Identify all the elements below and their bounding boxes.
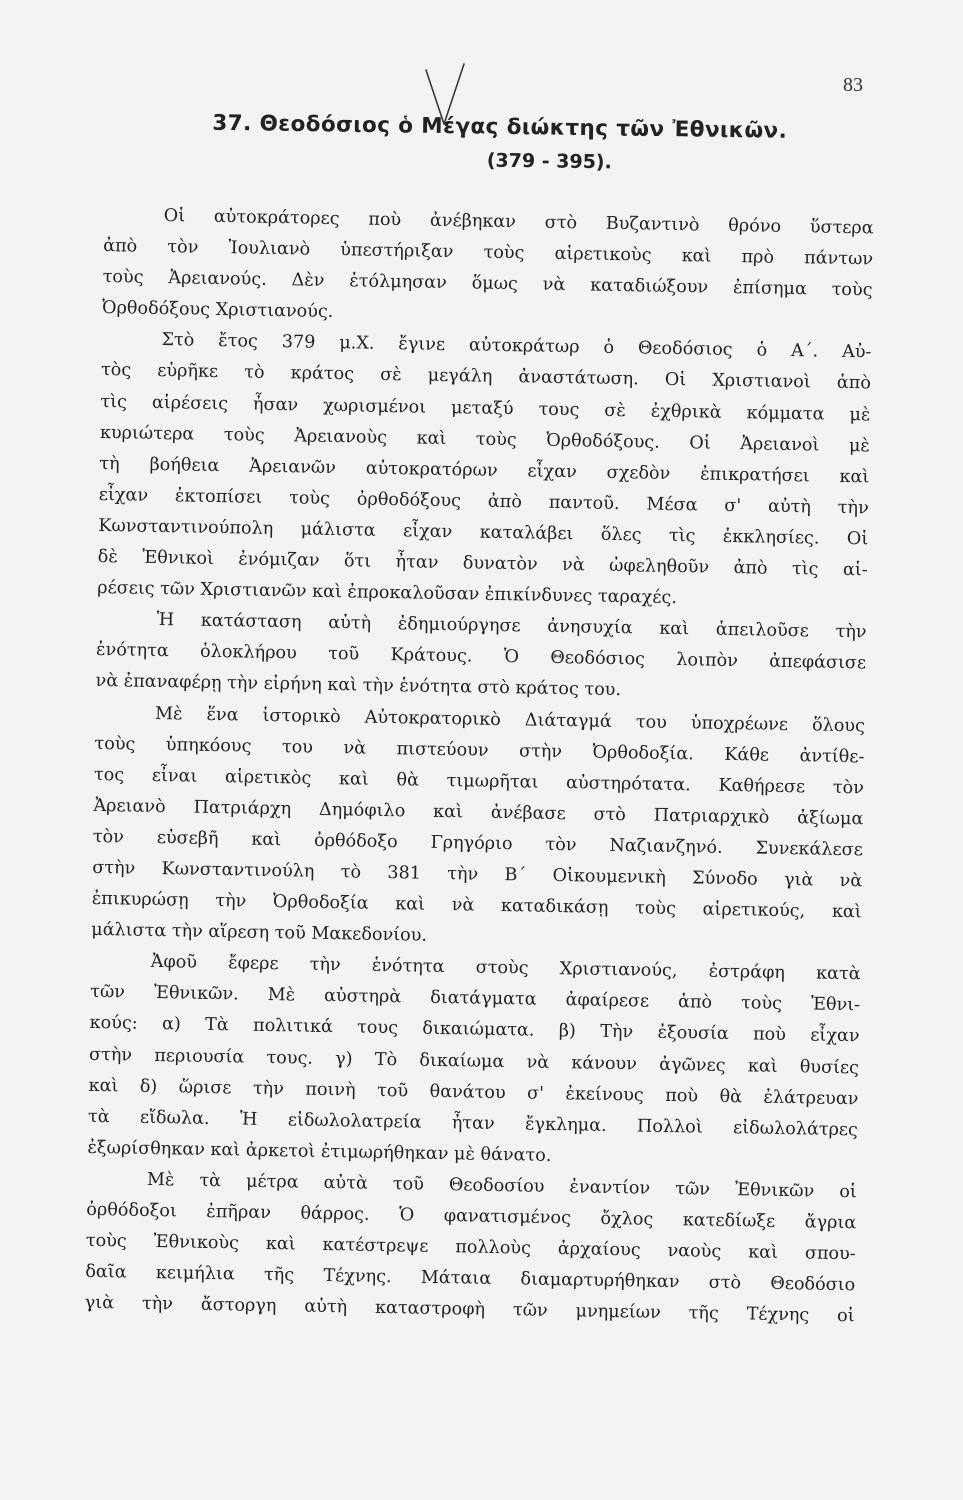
chapter-dates: (379 - 395). <box>486 149 612 174</box>
text-line: τὸς εὑρῆκε τὸ κράτος σὲ μεγάλη ἀναστάτωση. Οἱ Χριστιανοὶ ἀπὸ <box>100 360 872 394</box>
text-line: ρέσεις τῶν Χριστιανῶν καὶ ἐπροκαλοῦσαν ἐπικίνδυνες ταραχές. <box>97 578 678 609</box>
text-line: εἶχαν ἐκτοπίσει τοὺς ὀρθοδόξους ἀπὸ παντοῦ. Μέσα σ' αὐτὴ τὴν <box>98 484 869 519</box>
page-number: 83 <box>843 74 863 96</box>
text-line: Οἱ αὐτοκράτορες ποὺ ἀνέβηκαν στὸ Βυζαντινὸ θρόνο ὕστερα <box>163 206 874 239</box>
text-line: γιὰ τὴν ἄστοργη αὐτὴ καταστροφὴ τῶν μνημείων τῆς Τέχνης οἱ <box>84 1293 855 1327</box>
text-line: τὰ εἴδωλα. Ἡ εἰδωλολατρεία ἦταν ἔγκλημα. Πολλοὶ εἰδωλολάτρες <box>87 1106 859 1141</box>
text-line: τοὺς Ἐθνικοὺς καὶ κατέστρεψε πολλοὺς ἀρχαίους ναοὺς καὶ σπου- <box>85 1230 856 1265</box>
text-line: τῶν Ἐθνικῶν. Μὲ αὐστηρὰ διατάγματα ἀφαίρεσε ἀπὸ τοὺς Ἐθνι- <box>89 982 861 1016</box>
text-line: νὰ ἐπαναφέρῃ τὴν εἰρήνη καὶ τὴν ἑνότητα στὸ κράτος του. <box>95 671 622 701</box>
text-line: μάλιστα τὴν αἵρεση τοῦ Μακεδονίου. <box>91 920 428 946</box>
text-line: Στὸ ἔτος 379 μ.Χ. ἔγινε αὐτοκράτωρ ὁ Θεοδόσιος ὁ Α΄. Αὐ- <box>161 330 872 363</box>
text-line: Ὀρθοδόξους Χριστιανούς. <box>101 298 334 323</box>
text-line: τοὺς ὑπηκόους του νὰ πιστεύουν στὴν Ὀρθοδοξία. Κάθε ἀντίθε- <box>94 733 865 767</box>
text-line: δὲ Ἐθνικοὶ ἐνόμιζαν ὅτι ἦταν δυνατὸν νὰ ὠφεληθοῦν ἀπὸ τὶς αἱ- <box>97 546 868 581</box>
text-line: τος εἶναι αἱρετικὸς καὶ θὰ τιμωρῆται αὐστηρότατα. Καθήρεσε τὸν <box>93 764 865 799</box>
text-line: κούς: α) Τὰ πολιτικά τους δικαιώματα. β) Τὴν ἐξουσία ποὺ εἶχαν <box>89 1013 860 1047</box>
text-line: ἐπικυρώσῃ τὴν Ὀρθοδοξία καὶ νὰ καταδικάσῃ τοὺς αἱρετικούς, καὶ <box>91 888 862 923</box>
chapter-heading <box>159 108 840 179</box>
text-line: τὶς αἱρέσεις ἦσαν χωρισμένοι μεταξύ τους σὲ ἐχθρικὰ κόμματα μὲ <box>100 391 871 425</box>
text-line: τὴ βοήθεια Ἀρειανῶν αὐτοκρατόρων εἶχαν σχεδὸν ἐπικρατήσει καὶ <box>99 453 870 488</box>
text-line: καὶ δ) ὥρισε τὴν ποινὴ τοῦ θανάτου σ' ἐκείνους ποὺ θὰ ἐλάτρευαν <box>88 1075 859 1109</box>
text-line: κυριώτερα τοὺς Ἀρειανοὺς καὶ τοὺς Ὀρθοδόξους. Οἱ Ἀρειανοὶ μὲ <box>99 422 870 457</box>
text-line: δαῖα κειμήλια τῆς Τέχνης. Μάταια διαμαρτυρήθηκαν στὸ Θεοδόσιο <box>85 1262 856 1296</box>
text-line: Κωνσταντινούπολη μάλιστα εἶχαν καταλάβει ὅλες τὶς ἐκκλησίες. Οἱ <box>98 515 869 550</box>
text-line: στὴν Κωνσταντινούλη τὸ 381 τὴν Β΄ Οἰκουμενικὴ Σύνοδο γιὰ νὰ <box>92 857 863 892</box>
text-line: ἑνότητα ὁλοκλήρου τοῦ Κράτους. Ὁ Θεοδόσιος λοιπὸν ἀπεφάσισε <box>95 640 867 674</box>
text-line: Μὲ τὰ μέτρα αὐτὰ τοῦ Θεοδοσίου ἐναντίον τῶν Ἐθνικῶν οἱ <box>146 1169 857 1203</box>
text-line: Μὲ ἕνα ἱστορικὸ Αὐτοκρατορικὸ Διάταγμά του ὑποχρέωνε ὅλους <box>154 703 866 736</box>
text-line: τὸν εὐσεβῆ καὶ ὀρθόδοξο Γρηγόριο τὸν Ναζιανζηνό. Συνεκάλεσε <box>92 826 863 861</box>
text-line: Ἀρειανὸ Πατριάρχη Δημόφιλο καὶ ἀνέβασε στὸ Πατριαρχικὸ ἀξίωμα <box>93 795 864 830</box>
text-line: ἀπὸ τὸν Ἰουλιανὸ ὑπεστήριξαν τοὺς αἱρετικοὺς καὶ πρὸ πάντων <box>103 236 874 270</box>
text-line: Ἡ κατάσταση αὐτὴ ἐδημιούργησε ἀνησυχία καὶ ἀπειλοῦσε τὴν <box>156 610 867 643</box>
text-line: ὀρθόδοξοι ἐπῆραν θάρρος. Ὁ φανατισμένος ὄχλος κατεδίωξε ἄγρια <box>86 1199 857 1234</box>
text-line: στὴν περιουσία τους. γ) Τὸ δικαίωμα νὰ κάνουν ἀγῶνες καὶ θυσίες <box>88 1044 860 1078</box>
text-line: ἐξωρίσθηκαν καὶ ἀρκετοὶ ἐτιμωρήθηκαν μὲ θάνατο. <box>87 1137 552 1166</box>
text-line: Ἀφοῦ ἔφερε τὴν ἑνότητα στοὺς Χριστιανούς, ἐστράφη κατὰ <box>150 952 861 985</box>
text-line: τοὺς Ἀρειανούς. Δὲν ἐτόλμησαν ὅμως νὰ καταδιώξουν ἐπίσημα τοὺς <box>102 267 873 301</box>
body-text <box>84 200 873 1333</box>
chapter-title: 37. Θεοδόσιος ὁ Μέγας διώκτης τῶν Ἐθνικῶν. <box>212 110 788 144</box>
